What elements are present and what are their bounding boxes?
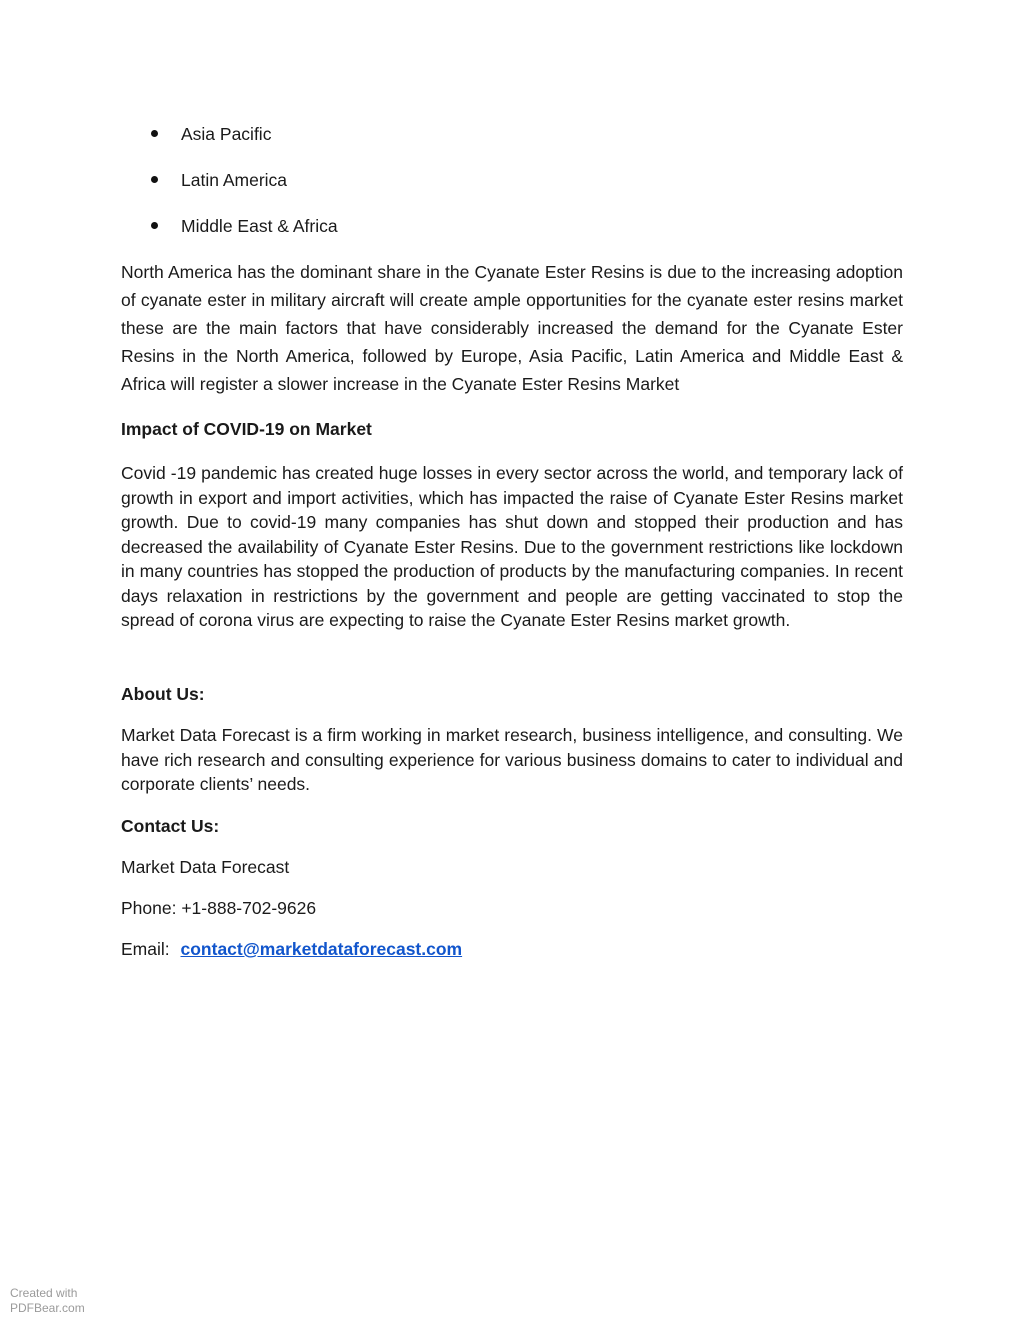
contact-heading: Contact Us:: [121, 816, 220, 836]
about-paragraph: Market Data Forecast is a firm working in market research, business intelligence, and consulting. We have rich research and consulting experience for various business domains to cater to individual and corporate clients’ needs.: [121, 725, 903, 794]
list-item-label: Middle East & Africa: [181, 216, 338, 236]
list-item: [151, 213, 338, 259]
north-america-paragraph: North America has the dominant share in the Cyanate Ester Resins is due to the increasing adoption of cyanate ester in military aircraft will create ample opportunities for the cyanate ester resins market these are the main factors that have considerably increased the demand for the Cyanate Ester Resins in the North America, followed by Europe, Asia Pacific, Latin America and Middle East & Africa will register a slower increase in the Cyanate Ester Resins Market: [121, 262, 903, 394]
watermark-line-2: PDFBear.com: [10, 1301, 85, 1315]
contact-company: Market Data Forecast: [121, 857, 290, 877]
about-heading: About Us:: [121, 684, 205, 704]
contact-phone: Phone: +1-888-702-9626: [121, 898, 317, 918]
impact-heading: Impact of COVID-19 on Market: [121, 419, 372, 439]
bullet-icon: [151, 222, 158, 229]
bullet-icon: [151, 176, 158, 183]
list-item-label: Latin America: [181, 170, 288, 190]
contact-email-line: [121, 937, 462, 961]
email-label: Email:: [121, 939, 170, 959]
region-bullet-list: [151, 121, 338, 259]
impact-paragraph: Covid -19 pandemic has created huge losses in every sector across the world, and temporary lack of growth in export and import activities, which has impacted the raise of Cyanate Ester Resins market growth. Due to covid-19 many companies has shut down and stopped their production and has decreased the availability of Cyanate Ester Resins. Due to the government restrictions like lockdown in many countries has stopped the production of products by the manufacturing companies. In recent days relaxation in restrictions by the government and people are getting vaccinated to stop the spread of corona virus are expecting to raise the Cyanate Ester Resins market growth.: [121, 463, 903, 630]
list-item: [151, 167, 338, 213]
watermark: [10, 1286, 85, 1316]
list-item-label: Asia Pacific: [181, 124, 272, 144]
watermark-line-1: Created with: [10, 1286, 78, 1300]
list-item: [151, 121, 338, 167]
email-link[interactable]: contact@marketdataforecast.com: [180, 939, 463, 959]
bullet-icon: [151, 130, 158, 137]
